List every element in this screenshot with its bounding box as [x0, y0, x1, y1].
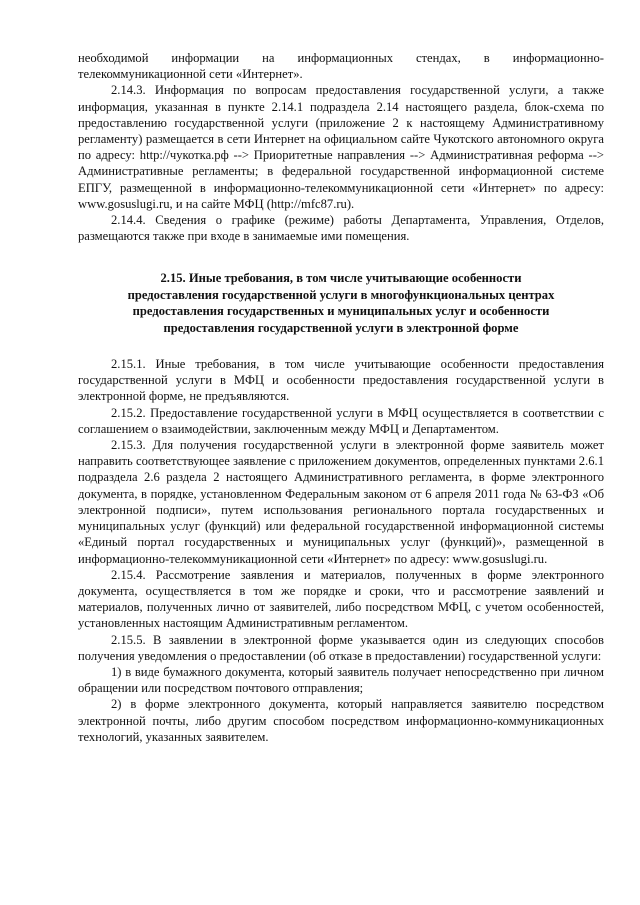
section-heading-2-15 — [78, 270, 604, 336]
heading-line: предоставления государственной услуги в электронной форме — [163, 320, 519, 335]
paragraph-continuation: необходимой информации на информационных стендах, в информационно-телекоммуникационной сети «Интернет». — [78, 51, 604, 82]
heading-line: предоставления государственной услуги в многофункциональных центрах — [127, 287, 555, 302]
paragraph-2-15-5: 2.15.5. В заявлении в электронной форме указывается один из следующих способов получения уведомления о предоставлении (об отказе в предоставлении) государственной услуги: — [78, 632, 604, 663]
list-item-1: 1) в виде бумажного документа, который заявитель получает непосредственно при личном обращении или посредством почтового отправления; — [78, 664, 604, 696]
paragraph-2-15-2: 2.15.2. Предоставление государственной услуги в МФЦ осуществляется в соответствии с соглашением о взаимодействии, заключенным между МФЦ и Департаментом. — [78, 405, 604, 436]
paragraph-2-15-4: 2.15.4. Рассмотрение заявления и материалов, полученных в форме электронного документа, осуществляется в том же порядке и сроки, что и рассмотрение заявлений и материалов, полученных лично от заявителей, либо посредством МФЦ, с учетом особенностей, установленных настоящим Административным регламентом. — [78, 567, 604, 631]
paragraph-2-15-3: 2.15.3. Для получения государственной услуги в электронной форме заявитель может направить соответствующее заявление с приложением документов, определенных пунктами 2.6.1 подраздела 2.6 раздела 2 настоящего Административного регламента, в форме электронного документа, в порядке, установленном Федеральным законом от 6 апреля 2011 года № 63-ФЗ «Об электронной подписи», путем использования регионального портала государственных и муниципальных услуг (функций) или федеральной государственной информационной системы «Единый портал государственных и муниципальных услуг (функций)», размещенной в информационно-телекоммуникационной сети «Интернет» по адресу: www.gosuslugi.ru. — [78, 438, 604, 566]
heading-line: предоставления государственных и муниципальных услуг и особенности — [132, 304, 550, 319]
document-page — [78, 50, 604, 745]
paragraph-2-15-1: 2.15.1. Иные требования, в том числе учитывающие особенности предоставления государственной услуги в МФЦ и особенности предоставления государственной услуги в электронной форме, не предъявляются. — [78, 357, 604, 404]
heading-line: 2.15. Иные требования, в том числе учитывающие особенности — [160, 271, 522, 286]
paragraph-2-14-3: 2.14.3. Информация по вопросам предоставления государственной услуги, а также информация, указанная в пункте 2.14.1 подраздела 2.14 настоящего раздела, блок-схема по предоставлению государственной услуги (приложение 2 к настоящему Административному регламенту) размещается в сети Интернет на официальном сайте Чукотского автономного округа по адресу: http://чукотка.рф --> Приоритетные направления --> Административная реформа --> Административные регламенты; в федеральной государственной информационной системе ЕПГУ, размещенной в информационно-телекоммуникационной сети «Интернет» по адресу: www.gosuslugi.ru, и на сайте МФЦ (http://mfc87.ru). — [78, 83, 604, 211]
list-item-2: 2) в форме электронного документа, который направляется заявителю посредством электронной почты, либо другим способом посредством информационно-коммуникационных технологий, указанных заявителем. — [78, 697, 604, 744]
paragraph-2-14-4: 2.14.4. Сведения о графике (режиме) работы Департамента, Управления, Отделов, размещаются также при входе в занимаемые ими помещения. — [78, 213, 604, 244]
